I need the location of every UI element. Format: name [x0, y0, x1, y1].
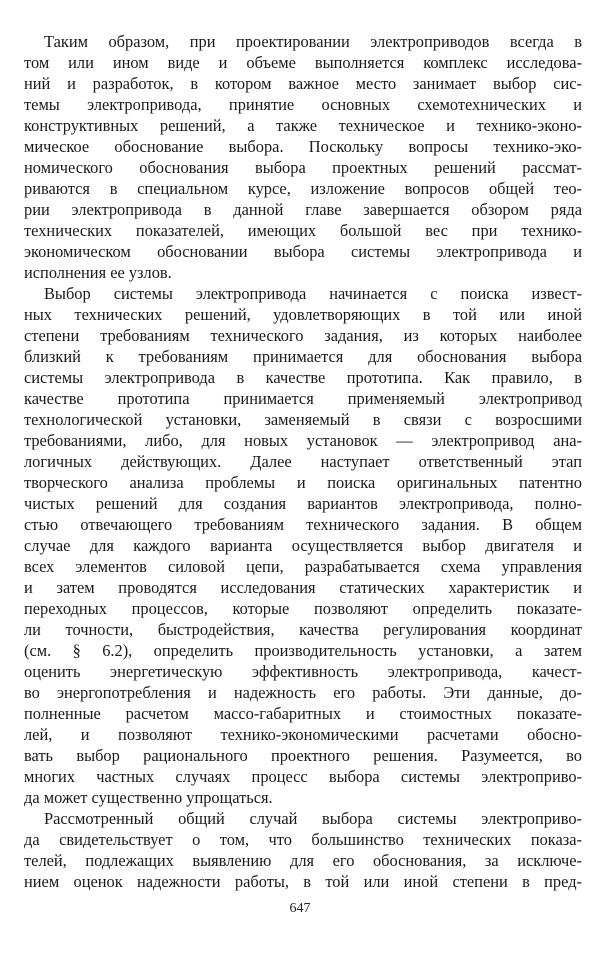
- text-line: Выбор системы электропривода начинается с поиска извест-: [44, 284, 582, 303]
- text-line: конструктивных решений, а также техническое и технико-эконо-: [24, 116, 582, 135]
- text-line: случае для каждого варианта осуществляется выбор двигателя и: [24, 536, 582, 555]
- text-line: творческого анализа проблемы и поиска оригинальных патентно: [24, 473, 582, 492]
- text-line: лей, и позволяют технико-экономическими расчетами обосно-: [24, 725, 582, 744]
- paragraph: [24, 808, 582, 892]
- text-line: риваются в специальном курсе, изложение вопросов общей тео-: [24, 179, 582, 198]
- text-line: исполнения ее узлов.: [24, 263, 172, 282]
- text-line: системы электропривода в качестве прототипа. Как правило, в: [24, 368, 582, 387]
- text-line: да свидетельствует о том, что большинство технических показа-: [24, 830, 582, 849]
- page-number: 647: [289, 901, 311, 916]
- text-line: нием оценок надежности работы, в той или иной степени в пред-: [24, 872, 582, 891]
- text-line: телей, подлежащих выявлению для его обоснования, за исключе-: [24, 851, 582, 870]
- text-line: оценить энергетическую эффективность электропривода, качест-: [24, 662, 582, 681]
- text-line: качестве прототипа принимается применяемый электропривод: [24, 389, 582, 408]
- text-line: Рассмотренный общий случай выбора системы электроприво-: [44, 809, 582, 828]
- text-line: Таким образом, при проектировании электроприводов всегда в: [44, 32, 582, 51]
- text-line: многих частных случаях процесс выбора системы электроприво-: [24, 767, 582, 786]
- text-line: требованиями, либо, для новых установок — электропривод ана-: [24, 431, 582, 450]
- text-line: переходных процессов, которые позволяют определить показате-: [24, 599, 582, 618]
- text-line: технических показателей, имеющих большой вес при технико-: [24, 221, 582, 240]
- text-line: всех элементов силовой цепи, разрабатывается схема управления: [24, 557, 582, 576]
- page-body: [24, 31, 582, 892]
- text-line: во энергопотребления и надежность его работы. Эти данные, до-: [24, 683, 582, 702]
- text-line: да может существенно упрощаться.: [24, 788, 273, 807]
- text-line: (см. § 6.2), определить производительность установки, а затем: [24, 641, 582, 660]
- text-line: степени требованиям технического задания, из которых наиболее: [24, 326, 582, 345]
- text-line: вать выбор рационального проектного решения. Разумеется, во: [24, 746, 582, 765]
- text-line: мическое обоснование выбора. Поскольку вопросы технико-эко-: [24, 137, 582, 156]
- text-line: технологической установки, заменяемый в связи с возросшими: [24, 410, 582, 429]
- text-line: чистых решений для создания вариантов электропривода, полно-: [24, 494, 582, 513]
- paragraph: [24, 283, 582, 808]
- text-line: близкий к требованиям принимается для обоснования выбора: [24, 347, 582, 366]
- text-line: номического обоснования выбора проектных решений рассмат-: [24, 158, 582, 177]
- paragraph: [24, 31, 582, 283]
- text-line: полненные расчетом массо-габаритных и стоимостных показате-: [24, 704, 582, 723]
- text-line: и затем проводятся исследования статических характеристик и: [24, 578, 582, 597]
- text-line: ний и разработок, в котором важное место занимает выбор сис-: [24, 74, 582, 93]
- text-line: том или ином виде и объеме выполняется комплекс исследова-: [24, 53, 582, 72]
- text-line: логичных действующих. Далее наступает ответственный этап: [24, 452, 582, 471]
- text-line: темы электропривода, принятие основных схемотехнических и: [24, 95, 582, 114]
- text-line: стью отвечающего требованиям технического задания. В общем: [24, 515, 582, 534]
- text-line: ли точности, быстродействия, качества регулирования координат: [24, 620, 582, 639]
- text-line: экономическом обосновании выбора системы электропривода и: [24, 242, 582, 261]
- text-line: ных технических решений, удовлетворяющих в той или иной: [24, 305, 582, 324]
- text-line: рии электропривода в данной главе завершается обзором ряда: [24, 200, 582, 219]
